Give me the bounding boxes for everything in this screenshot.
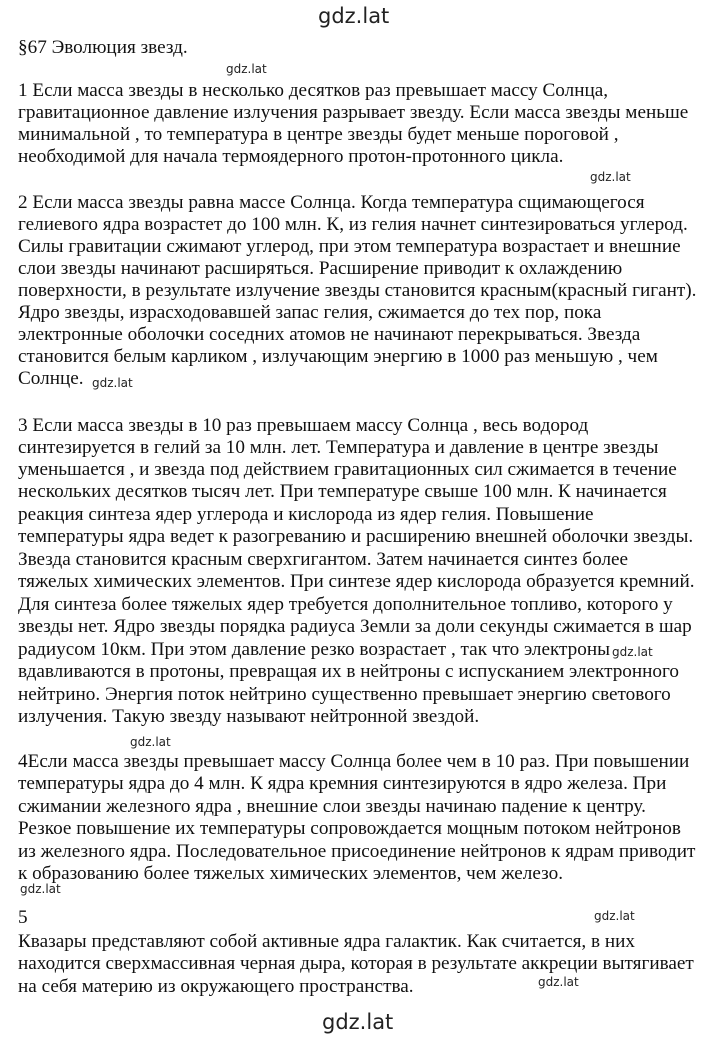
- watermark: gdz.lat: [226, 62, 267, 76]
- paragraph-4-line: Резкое повышение их температуры сопровождается мощным потоком нейтронов: [18, 818, 681, 839]
- watermark-top: gdz.lat: [318, 4, 390, 28]
- paragraph-2-line: становится белым карликом , излучающим энергию в 1000 раз меньшую , чем: [18, 346, 658, 367]
- paragraph-3-line: нескольких десятков тысяч лет. При температуре свыше 100 млн. К начинается: [18, 481, 667, 502]
- paragraph-2-line: слои звезды начинают расширяться. Расширение приводит к охлаждению: [18, 258, 623, 279]
- paragraph-1-line: 1 Если масса звезды в несколько десятков раз превышает массу Солнца,: [18, 80, 609, 101]
- watermark: gdz.lat: [590, 170, 631, 184]
- watermark: gdz.lat: [594, 909, 635, 923]
- paragraph-1-line: необходимой для начала термоядерного протон-протонного цикла.: [18, 146, 564, 167]
- paragraph-3-line: вдавливаются в протоны, превращая их в нейтроны с испусканием электронного: [18, 661, 679, 682]
- paragraph-2-line: гелиевого ядра возрастет до 100 млн. К, из гелия начнет синтезироваться углерод.: [18, 214, 688, 235]
- paragraph-4-line: к обрaзованию более тяжелых химических элементов, чем железо.: [18, 863, 563, 884]
- watermark-bottom: gdz.lat: [322, 1010, 394, 1034]
- watermark: gdz.lat: [20, 882, 61, 896]
- paragraph-3-line: 3 Если масса звезды в 10 раз превышаем массу Солнца , весь водород: [18, 415, 589, 436]
- paragraph-3-line: температуры ядра ведет к разогреванию и расширению внешней оболочки звезды.: [18, 526, 694, 547]
- paragraph-2-line: 2 Если масса звезды равна массе Солнца. Когда температура сщимающегося: [18, 192, 645, 213]
- paragraph-4-line: температуры ядра до 4 млн. К ядра кремния синтезируются в ядро железа. При: [18, 773, 667, 794]
- paragraph-1-line: минимальной , то температура в центре звезды будет меньше пороговой ,: [18, 124, 619, 145]
- paragraph-3-line: синтезируется в гелий за 10 млн. лет. Температура и давление в центре звезды: [18, 437, 659, 458]
- paragraph-3-line: звезды нет. Ядро звезды порядка радиуса Земли за доли секунды сжимается в шар: [18, 616, 692, 637]
- paragraph-3-line: Для синтеза более тяжелых ядер требуется дополнительное топливо, которого у: [18, 594, 673, 615]
- watermark: gdz.lat: [92, 376, 133, 390]
- paragraph-5-line: на себя материю из окружающего пространства.: [18, 976, 414, 997]
- paragraph-3-line: Звезда становится красным сверхгигантом. Затем начинается синтез более: [18, 549, 629, 570]
- paragraph-3-line: нейтрино. Энергия поток нейтрино существенно превышает энергию светового: [18, 684, 671, 705]
- paragraph-3-line: уменьшается , и звезда под действием гравитационных сил сжимается в течение: [18, 459, 677, 480]
- watermark: gdz.lat: [538, 975, 579, 989]
- paragraph-3-line: тяжелых химических элементов. При синтезе ядер кислорода образуется кремний.: [18, 571, 695, 592]
- paragraph-5-line: Квазары представляют собой активные ядра галактик. Как считается, в них: [18, 931, 636, 952]
- watermark: gdz.lat: [612, 645, 653, 659]
- paragraph-3-line: радиусом 10км. При этом давление резко возрастает , так что электроны: [18, 639, 611, 660]
- paragraph-2-line: Солнце.: [18, 368, 84, 389]
- paragraph-2-line: электронные оболочки соседних атомов не начинают перекрываться. Звезда: [18, 324, 641, 345]
- paragraph-3-line: реакция синтеза ядер углерода и кислорода из ядер гелия. Повышение: [18, 504, 594, 525]
- paragraph-2-line: Силы гравитации сжимают углерод, при этом температура возрастает и внешние: [18, 236, 681, 257]
- paragraph-4-line: сжимании железного ядра , внешние слои звезды начинаю падение к центру.: [18, 796, 646, 817]
- paragraph-2-line: поверхности, в результате излучение звезды становится красным(красный гигант).: [18, 280, 697, 301]
- section-title: §67 Эволюция звезд.: [18, 37, 188, 58]
- paragraph-1-line: гравитационное давление излучения разрывает звезду. Если масса звезды меньше: [18, 102, 689, 123]
- paragraph-5-number: 5: [18, 907, 28, 928]
- paragraph-5-line: находится сверхмассивная черная дыра, которая в результате аккреции вытягивает: [18, 953, 694, 974]
- paragraph-4-line: из железного ядра. Последовательное присоединение нейтронов к ядрам приводит: [18, 841, 696, 862]
- paragraph-2-line: Ядро звезды, израсходовавшей запас гелия, сжимается до тех пор, пока: [18, 302, 602, 323]
- paragraph-3-line: излучения. Такую звезду называют нейтронной звездой.: [18, 706, 480, 727]
- watermark: gdz.lat: [130, 735, 171, 749]
- paragraph-4-line: 4Если масса звезды превышает массу Солнца более чем в 10 раз. При повышении: [18, 751, 690, 772]
